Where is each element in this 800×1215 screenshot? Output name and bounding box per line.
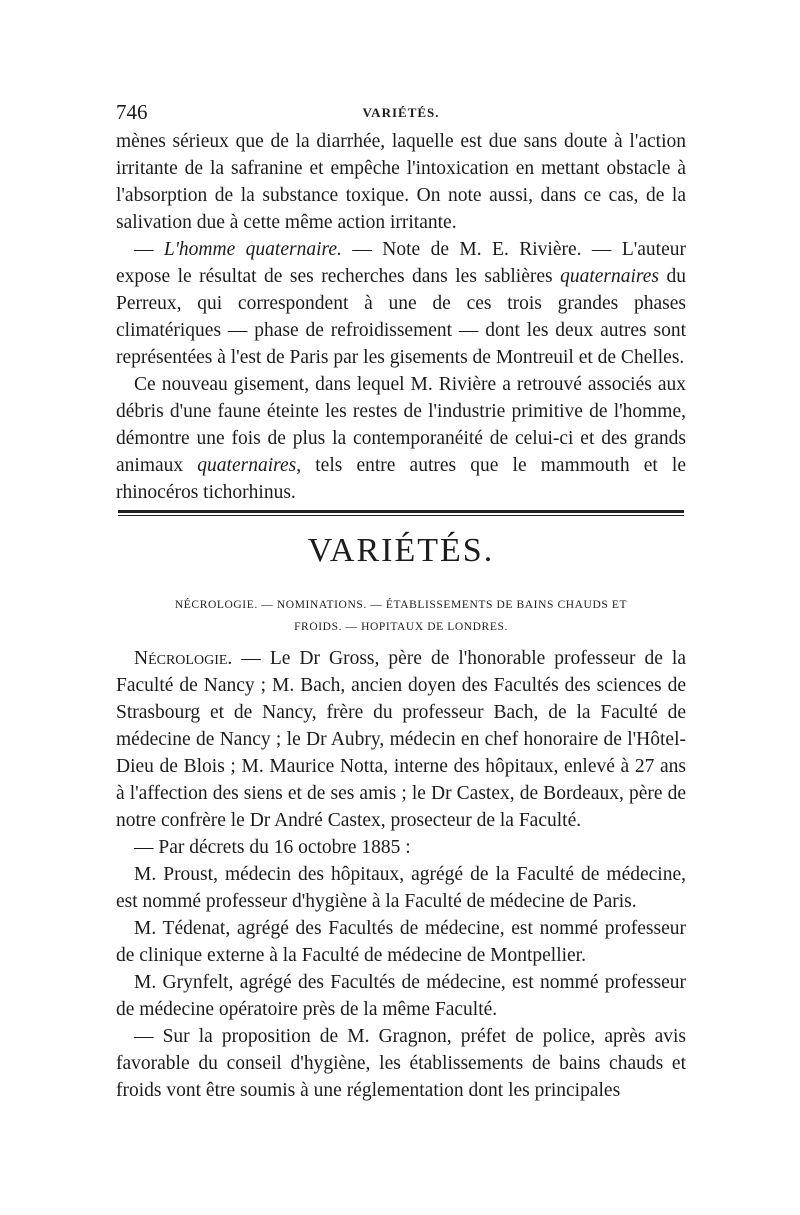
text-run: — Le Dr Gross, père de l'honorable professeur de la Faculté de Nancy ; M. Bach, ancien doyen des Facultés des sciences de Strasbourg et de Nancy, frère du professeur Bach, de la Faculté de médecine de Nancy ; le Dr Aubry, médecin en chef honoraire de l'Hôtel-Dieu de Blois ; M. Maurice Notta, interne des hôpitaux, enlevé à 27 ans à l'affection des siens et de ses amis ; le Dr Castex, de Bordeaux, père de notre confrère le Dr André Castex, prosecteur de la Faculté. [116,648,686,831]
paragraph-decrets: — Par décrets du 16 octobre 1885 : [134,837,411,858]
section-title: VARIÉTÉS. [307,532,495,569]
running-title: VARIÉTÉS. [362,105,440,120]
paragraph-necrologie [116,645,686,834]
italic-term: quaternaires [197,455,297,476]
paragraph-bains: — Sur la proposition de M. Gragnon, préfet de police, après avis favorable du conseil d'hygiène, les établissements de bains chauds et froids vont être soumis à une réglementation dont les principales [116,1026,686,1101]
text-run: , tels entre autres que le mammouth et le rhinocéros tichorhinus. [116,455,686,503]
paragraph-continuation: mènes sérieux que de la diarrhée, laquelle est due sans doute à l'action irritante de la safranine et empêche l'intoxication en mettant obstacle à l'absorption de la substance toxique. On note aussi, dans ce cas, de la salivation due à cette même action irritante. [116,131,686,233]
text-run: — Note de M. E. Rivière. — L'auteur expose le résultat de ses recherches dans les sablières [116,239,686,287]
summary-line: NÉCROLOGIE. — NOMINATIONS. — ÉTABLISSEMENTS DE BAINS CHAUDS ET [174,599,628,611]
paragraph-homme-quaternaire [116,236,686,371]
top-text-block [116,128,686,506]
paragraph-tedenat: M. Tédenat, agrégé des Facultés de médecine, est nommé professeur de clinique externe à la Faculté de médecine de Montpellier. [116,918,686,966]
paragraph-grynfelt: M. Grynfelt, agrégé des Facultés de médecine, est nommé professeur de médecine opératoire près de la même Faculté. [116,972,686,1020]
divider-thick-rule [118,510,684,513]
section-summary [116,594,686,638]
running-head [116,100,686,126]
summary-line: FROIDS. — HOPITAUX DE LONDRES. [294,621,508,633]
paragraph-gisement [116,371,686,506]
italic-term: quaternaires [560,266,660,287]
divider-thin-rule [118,515,684,516]
varietes-body [116,645,686,1104]
section-divider [118,510,684,516]
dash: — [134,239,164,260]
article-title: L'homme quaternaire. [163,239,342,260]
text-run: Ce nouveau gisement, dans lequel M. Rivière a retrouvé associés aux débris d'une faune éteinte les restes de l'industrie primitive de l'homme, démontre une fois de plus la contemporanéité de celui-ci et des grands animaux [116,374,686,476]
paragraph-proust: M. Proust, médecin des hôpitaux, agrégé de la Faculté de médecine, est nommé professeur d'hygiène à la Faculté de médecine de Paris. [116,864,686,912]
necrologie-lead: Nécrologie. [134,648,233,669]
page-number: 746 [116,100,148,124]
text-run: du Perreux, qui correspondent à une de ces trois grandes phases climatériques — phase de refroidissement — dont les deux autres sont représentées à l'est de Paris par les gisements de Montreuil et de Chelles. [116,266,687,368]
